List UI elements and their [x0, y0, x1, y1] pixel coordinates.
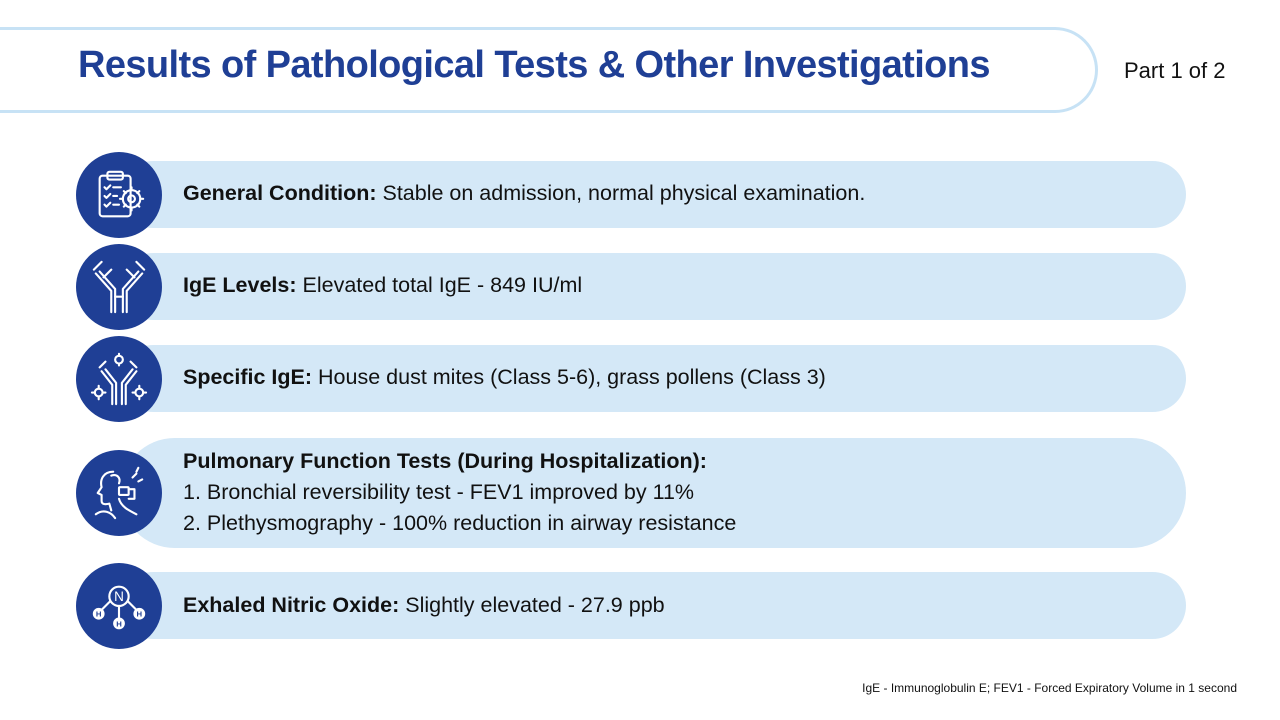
footnote: IgE - Immunoglobulin E; FEV1 - Forced Expiratory Volume in 1 second [862, 681, 1237, 695]
item-label: General Condition: [183, 181, 377, 205]
item-text [183, 446, 736, 539]
item-text [183, 590, 665, 621]
clipboard-gear-icon [76, 152, 162, 238]
page-title: Results of Pathological Tests & Other Investigations [78, 44, 990, 86]
item-line: 2. Plethysmography - 100% reduction in airway resistance [183, 511, 737, 535]
item-value: Stable on admission, normal physical examination. [382, 181, 866, 205]
inhaler-patient-icon [76, 450, 162, 536]
hydrogen-label: H [136, 609, 143, 619]
item-label: IgE Levels: [183, 273, 297, 297]
item-label: Pulmonary Function Tests (During Hospitalization): [183, 449, 707, 473]
nitrogen-label: N [114, 589, 124, 605]
item-value: House dust mites (Class 5-6), grass pollens (Class 3) [318, 365, 826, 389]
part-indicator: Part 1 of 2 [1124, 58, 1226, 83]
item-text [183, 178, 865, 209]
antibody-antigen-icon [76, 336, 162, 422]
item-value: Slightly elevated - 27.9 ppb [405, 593, 665, 617]
nitric-oxide-molecule-icon [76, 563, 162, 649]
item-line: 1. Bronchial reversibility test - FEV1 improved by 11% [183, 480, 695, 504]
item-text [183, 270, 582, 301]
antibody-icon [76, 244, 162, 330]
item-value: Elevated total IgE - 849 IU/ml [302, 273, 583, 297]
hydrogen-label: H [116, 619, 122, 629]
item-label: Exhaled Nitric Oxide: [183, 593, 400, 617]
item-label: Specific IgE: [183, 365, 313, 389]
hydrogen-label: H [95, 609, 102, 619]
item-text [183, 362, 826, 393]
